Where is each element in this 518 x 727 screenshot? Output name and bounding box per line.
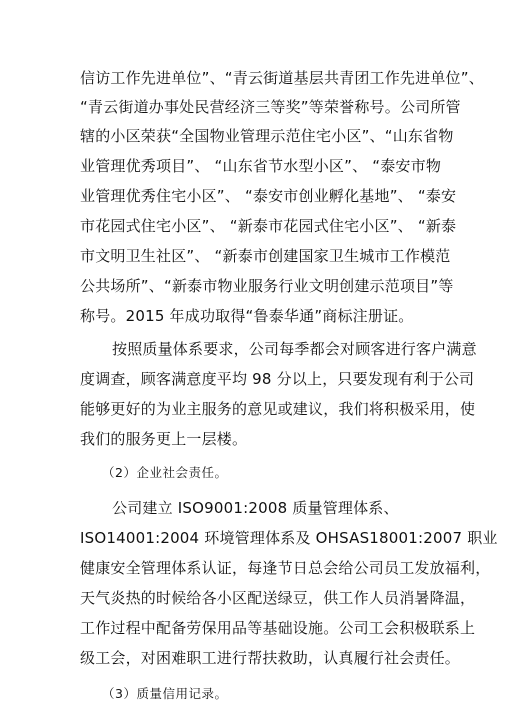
paragraph-2-line-2: 度调查，顾客满意度平均 98 分以上，只要发现有利于公司 [80,370,475,388]
section-heading-quality-credit: （3）质量信用记录。 [102,686,228,701]
paragraph-1-line-4: 业管理优秀项目”、 “山东省节水型小区”、 “泰安市物 [80,157,442,175]
paragraph-2-line-3: 能够更好的为业主服务的意见或建议，我们将积极采用，使 [80,400,476,418]
paragraph-3-line-4: 天气炎热的时候给各小区配送绿豆，供工作人员消暑降温， [80,589,476,607]
paragraph-1-line-3: 辖的小区荣获“全国物业管理示范住宅小区”、“山东省物 [80,127,454,145]
paragraph-3-line-6: 级工会，对困难职工进行帮扶救助，认真履行社会责任。 [80,649,461,667]
paragraph-3-line-1: 公司建立 ISO9001:2008 质量管理体系、 [112,499,399,517]
paragraph-3-line-3: 健康安全管理体系认证，每逢节日总会给公司员工发放福利， [80,559,491,577]
paragraph-1-line-6: 市花园式住宅小区”、 “新泰市花园式住宅小区”、 “新泰 [80,217,457,235]
paragraph-1-line-7: 市文明卫生社区”、 “新泰市创建国家卫生城市工作模范 [80,247,451,265]
paragraph-1-line-9: 称号。2015 年成功取得“鲁泰华通”商标注册证。 [80,307,414,325]
paragraph-3-line-2: ISO14001:2004 环境管理体系及 OHSAS18001:2007 职业 [80,529,498,547]
paragraph-1-line-2: “青云街道办事处民营经济三等奖”等荣誉称号。公司所管 [80,98,461,116]
paragraph-1-line-1: 信访工作先进单位”、“青云街道基层共青团工作先进单位”、 [80,69,484,87]
paragraph-3-line-5: 工作过程中配备劳保用品等基础设施。公司工会积极联系上 [80,619,476,637]
paragraph-1-line-5: 业管理优秀住宅小区”、 “泰安市创业孵化基地”、 “泰安 [80,187,457,205]
paragraph-1-line-8: 公共场所”、“新泰市物业服务行业文明创建示范项目”等 [80,277,454,295]
section-heading-social-responsibility: （2）企业社会责任。 [102,465,228,480]
paragraph-2-line-4: 我们的服务更上一层楼。 [80,430,248,448]
paragraph-2-line-1: 按照质量体系要求，公司每季都会对顾客进行客户满意 [112,340,477,358]
